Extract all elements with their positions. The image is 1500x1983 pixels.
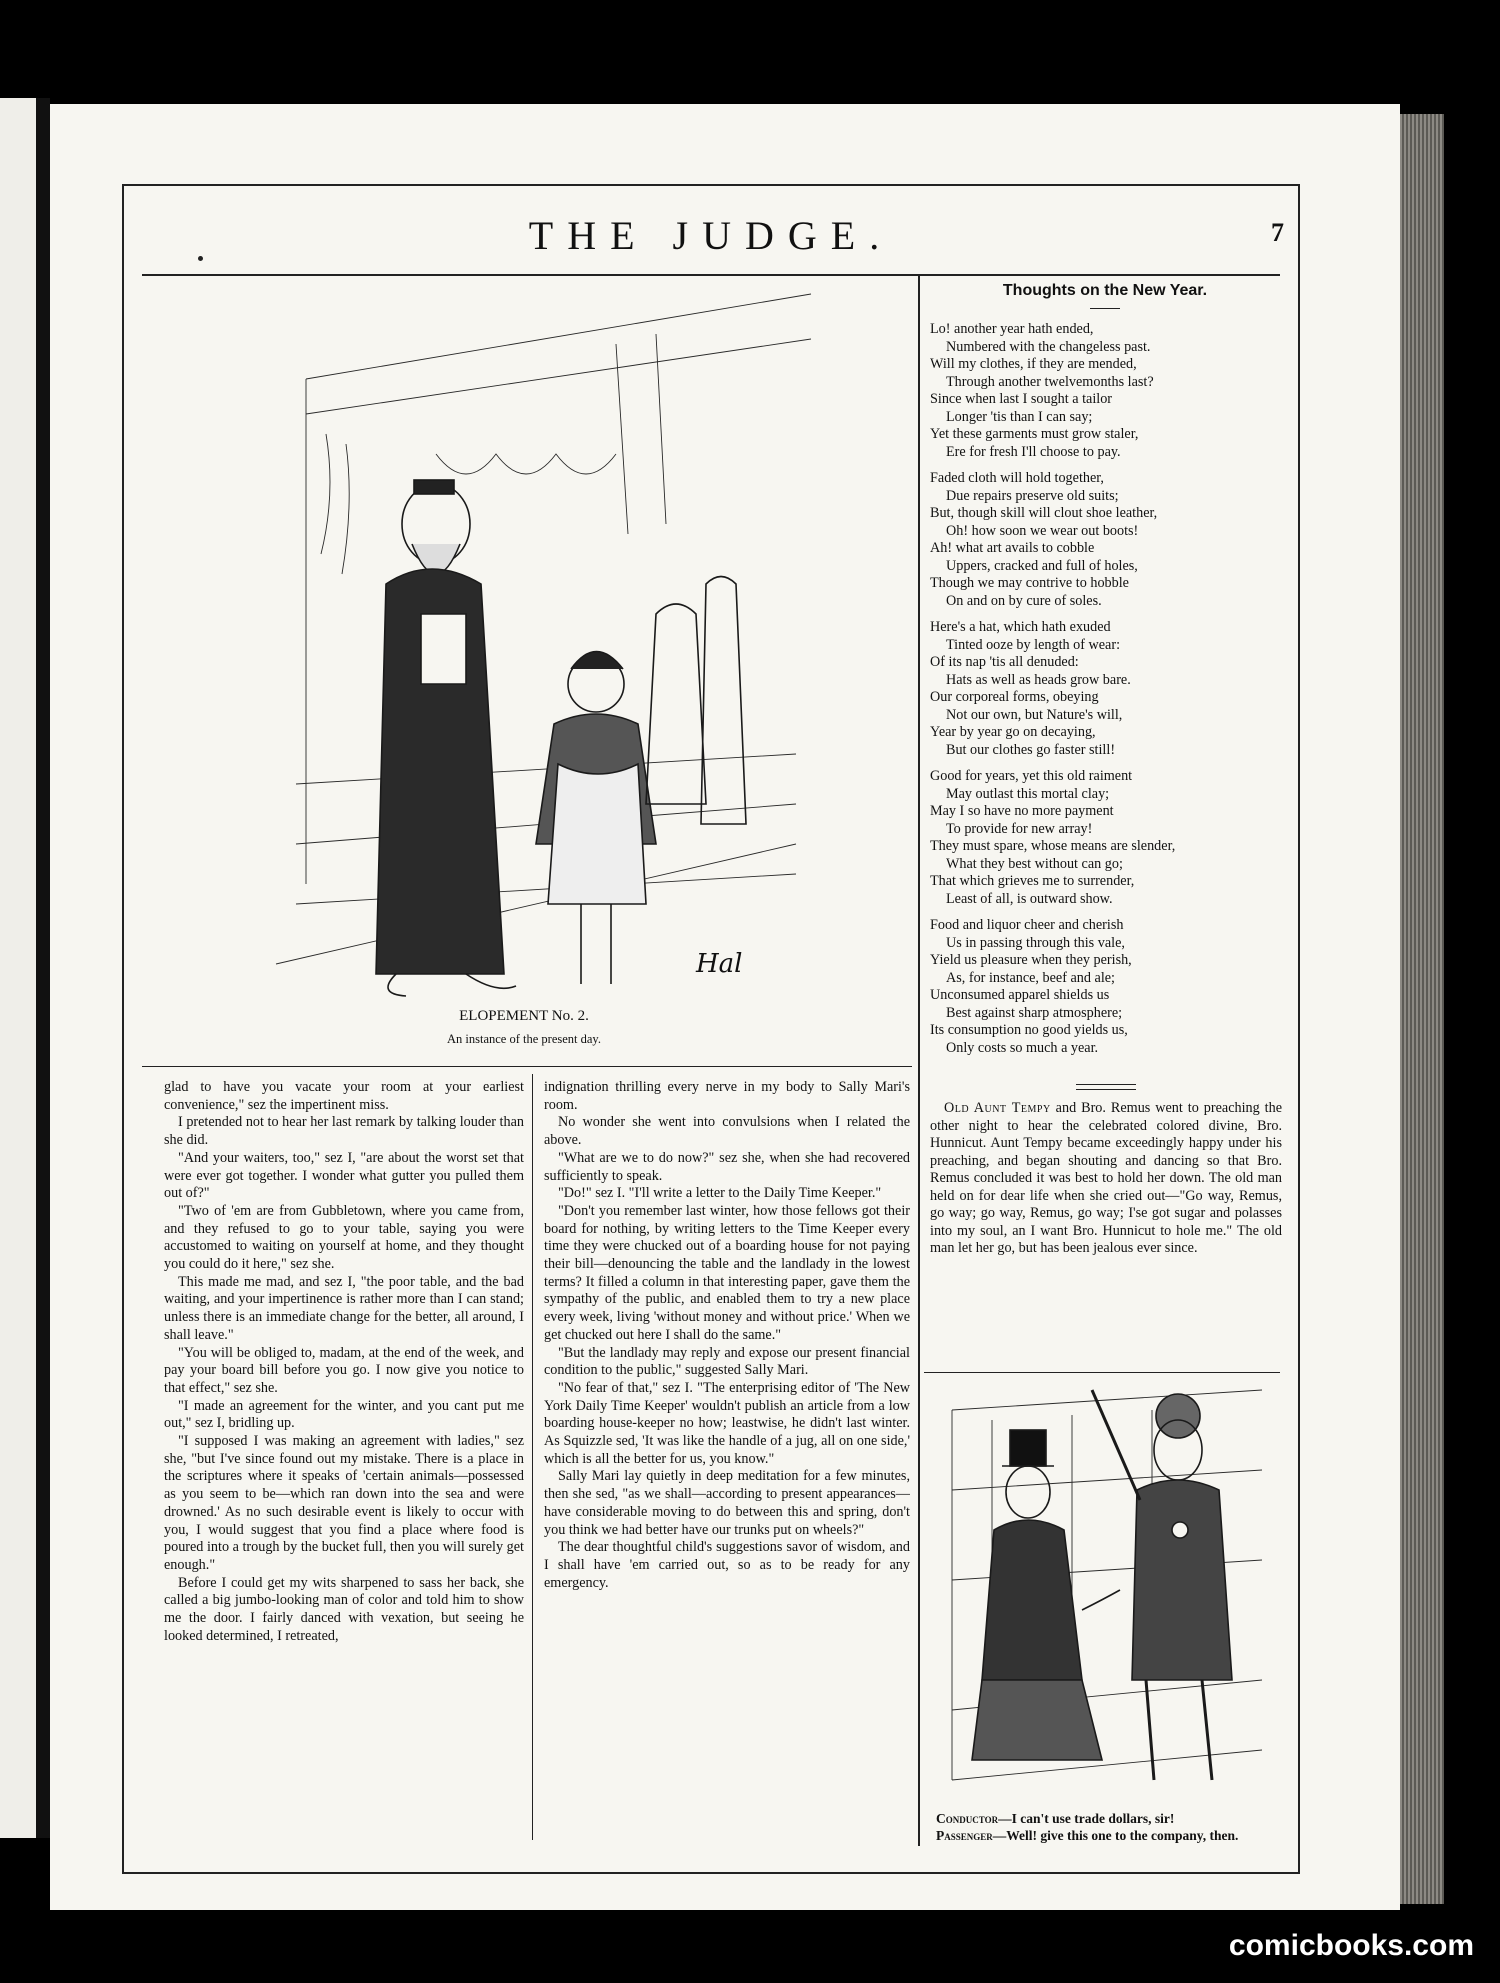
story-paragraph: indignation thrilling every nerve in my body to Sally Mari's room.: [544, 1079, 910, 1113]
story-paragraph: "And your waiters, too," sez I, "are about the worst set that were ever got together. I wonder what gutter you pulled them out of?": [164, 1149, 524, 1202]
magazine-page: [50, 104, 1400, 1910]
passenger-line: —Well! give this one to the company, then.: [992, 1828, 1239, 1843]
poem-line: Uppers, cracked and full of holes,: [946, 557, 1138, 574]
poem-body: [930, 321, 1282, 1066]
column-divider: [918, 274, 920, 1846]
poem-line: Longer 'tis than I can say;: [946, 408, 1093, 425]
poem-line: Through another twelvemonths last?: [946, 373, 1154, 390]
poem-line: Oh! how soon we wear out boots!: [946, 522, 1139, 539]
story-paragraph: "Two of 'em are from Gubbletown, where you came from, and they refused to go to your table, saying you were accustomed to waiting on yourself at home, and they thought you could do it here," sez she.: [164, 1202, 524, 1273]
poem-line: Not our own, but Nature's will,: [946, 706, 1123, 723]
poem-line: That which grieves me to surrender,: [930, 873, 1135, 889]
poem-title-rule: [1090, 308, 1120, 309]
poem-line: Of its nap 'tis all denuded:: [930, 654, 1079, 670]
story-column-left: [164, 1079, 524, 1849]
poem-line: Though we may contrive to hobble: [930, 575, 1129, 591]
site-watermark: comicbooks.com: [1228, 1929, 1474, 1962]
cartoon-caption: [936, 1810, 1280, 1844]
poem-line: They must spare, whose means are slender,: [930, 838, 1176, 854]
poem-stanza: [930, 768, 1282, 908]
poem-line: Food and liquor cheer and cherish: [930, 917, 1124, 933]
poem-line: Here's a hat, which hath exuded: [930, 619, 1111, 635]
poem-line: Tinted ooze by length of wear:: [946, 636, 1121, 653]
story-paragraph: "But the landlady may reply and expose our present financial condition to the public," suggested Sally Mari.: [544, 1344, 910, 1379]
story-paragraph: The dear thoughtful child's suggestions savor of wisdom, and I shall have 'em carried out, so as to be ready for any emergency.: [544, 1539, 910, 1591]
poem-line: Will my clothes, if they are mended,: [930, 356, 1137, 372]
poem-line: Best against sharp atmosphere;: [946, 1004, 1123, 1021]
poem-line: Yield us pleasure when they perish,: [930, 952, 1132, 968]
story-paragraph: Sally Mari lay quietly in deep meditation for a few minutes, then she sed, "as we shall—according to present appearances—have considerable moving to do between this and spring, don't you think we had better have our trunks put on wheels?": [544, 1468, 910, 1538]
story-paragraph: This made me mad, and sez I, "the poor table, and the bad waiting, and your impertinence is rather more than I can stand; unless there is an immediate change for the better, all around, I shall leave.": [164, 1273, 524, 1343]
masthead-title: THE JUDGE.: [528, 213, 894, 258]
page-stack-edge: [1400, 114, 1444, 1904]
poem-line: Ere for fresh I'll choose to pay.: [946, 443, 1121, 460]
masthead-dot: [198, 256, 203, 261]
poem-line: Good for years, yet this old raiment: [930, 768, 1133, 784]
poem-line: But, though skill will clout shoe leather,: [930, 505, 1158, 521]
poem-line: Lo! another year hath ended,: [930, 321, 1094, 337]
poem-line: Its consumption no good yields us,: [930, 1022, 1128, 1038]
anecdote: [930, 1100, 1282, 1258]
story-paragraph: Before I could get my wits sharpened to sass her back, she called a big jumbo-looking man of color and told him to show me the door. I fairly danced with vexation, but seeing he looked determined, I retreated,: [164, 1574, 524, 1644]
poem-line: Only costs so much a year.: [946, 1039, 1099, 1056]
binding-gutter: [36, 98, 50, 1838]
poem-line: May outlast this mortal clay;: [946, 785, 1110, 802]
poem-line: May I so have no more payment: [930, 803, 1114, 819]
poem-line: Numbered with the changeless past.: [946, 338, 1151, 355]
elopement-illustration: [236, 284, 826, 1004]
adjacent-page-edge: [0, 98, 36, 1838]
anecdote-text: and Bro. Remus went to preaching the other night to hear the celebrated colored divine, Bro. Hunnicut. Aunt Tempy became exceedingly happy under his preaching, and began shouting and dancing so that Bro. Remus concluded it was best to hold her down. The old man held on for dear life when she cried out—"Go way, Remus, go way; go way, Remus, go way; I'se got sugar and polasses into my soul, an I want Bro. Hunnicut to hole me." The old man let her go, but has been jealous ever since.: [930, 1100, 1283, 1256]
poem-line: To provide for new array!: [946, 820, 1093, 837]
poem-line: As, for instance, beef and ale;: [946, 969, 1115, 986]
anecdote-lead: Old Aunt Tempy: [944, 1100, 1051, 1116]
story-rule: [142, 1066, 912, 1067]
poem-stanza: [930, 917, 1282, 1057]
conductor-line: —I can't use trade dollars, sir!: [998, 1811, 1175, 1826]
trade-dollar-cartoon: [932, 1380, 1278, 1810]
poem-line: Us in passing through this vale,: [946, 934, 1125, 951]
speaker-passenger: Passenger: [936, 1828, 993, 1843]
story-paragraph: No wonder she went into convulsions when I related the above.: [544, 1114, 910, 1149]
story-paragraph: "I supposed I was making an agreement with ladies," sez she, "but I've since found out my mistake. There is a place in the scriptures where it speaks of 'certain animals—possessed as you seem to be—which ran down into the sea and were drowned.' As no such desirable event is likely to occur with you, I would suggest that you find a place where food is poured into a trough by the bucket full, then you will surely get enough.": [164, 1433, 524, 1573]
poem-end-rule: [1076, 1089, 1136, 1090]
poem-line: Least of all, is outward show.: [946, 890, 1113, 907]
poem-line: Yet these garments must grow staler,: [930, 426, 1139, 442]
illustration-caption-subtitle: An instance of the present day.: [447, 1032, 601, 1046]
story-paragraph: "No fear of that," sez I. "The enterprising editor of 'The New York Daily Time Keeper' wouldn't publish an article from a low boarding house-keeper no how; leastwise, he didn't last winter. As Squizzle sed, 'It was like the handle of a jug, all on one side,' which is all the better for us, you know.": [544, 1379, 910, 1467]
poem-line: Faded cloth will hold together,: [930, 470, 1104, 486]
story-paragraph: "I made an agreement for the winter, and you cant put me out," sez I, bridling up.: [164, 1397, 524, 1432]
artist-signature: Hal: [696, 949, 743, 979]
poem-stanza: [930, 321, 1282, 461]
cartoon-rule: [924, 1372, 1280, 1373]
poem-line: But our clothes go faster still!: [946, 741, 1116, 758]
poem-stanza: [930, 619, 1282, 759]
poem-line: Due repairs preserve old suits;: [946, 487, 1119, 504]
story-paragraph: "Do!" sez I. "I'll write a letter to the Daily Time Keeper.": [558, 1185, 882, 1202]
poem-title: Thoughts on the New Year.: [1002, 282, 1208, 299]
story-column-divider: [532, 1074, 533, 1840]
story-paragraph: I pretended not to hear her last remark by talking louder than she did.: [164, 1114, 524, 1149]
poem-line: Year by year go on decaying,: [930, 724, 1096, 740]
poem-end-rule: [1076, 1084, 1136, 1085]
poem-line: Hats as well as heads grow bare.: [946, 671, 1131, 688]
speaker-conductor: Conductor: [936, 1811, 999, 1826]
page-frame: [122, 184, 1300, 1874]
masthead-rule: [142, 274, 1280, 276]
poem-stanza: [930, 470, 1282, 610]
poem-line: What they best without can go;: [946, 855, 1123, 872]
illustration-caption-title: ELOPEMENT No. 2.: [459, 1008, 589, 1024]
page-number: 7: [1271, 218, 1284, 247]
story-paragraph: "What are we to do now?" sez she, when she had recovered sufficiently to speak.: [544, 1149, 910, 1184]
story-column-middle: [544, 1079, 910, 1849]
story-paragraph: glad to have you vacate your room at your earliest convenience," sez the impertinent miss.: [164, 1079, 524, 1113]
story-paragraph: "You will be obliged to, madam, at the end of the week, and pay your board bill before you go. I now give you notice to that effect," sez she.: [164, 1344, 524, 1396]
story-paragraph: "Don't you remember last winter, how those fellows got their board for nothing, by writing letters to the Time Keeper every time they were chucked out of a boarding house for not paying their bill—denouncing the table and the landlady in the lowest terms? It filled a column in that interesting paper, gave them the sympathy of the public, and enabled them to try a new place every week, living 'without money and without price.' When we get chucked out here I shall do the same.": [544, 1202, 910, 1343]
poem-line: Our corporeal forms, obeying: [930, 689, 1099, 705]
poem-line: On and on by cure of soles.: [946, 592, 1102, 609]
poem-line: Since when last I sought a tailor: [930, 391, 1113, 407]
poem-line: Unconsumed apparel shields us: [930, 987, 1110, 1003]
poem-line: Ah! what art avails to cobble: [930, 540, 1095, 556]
